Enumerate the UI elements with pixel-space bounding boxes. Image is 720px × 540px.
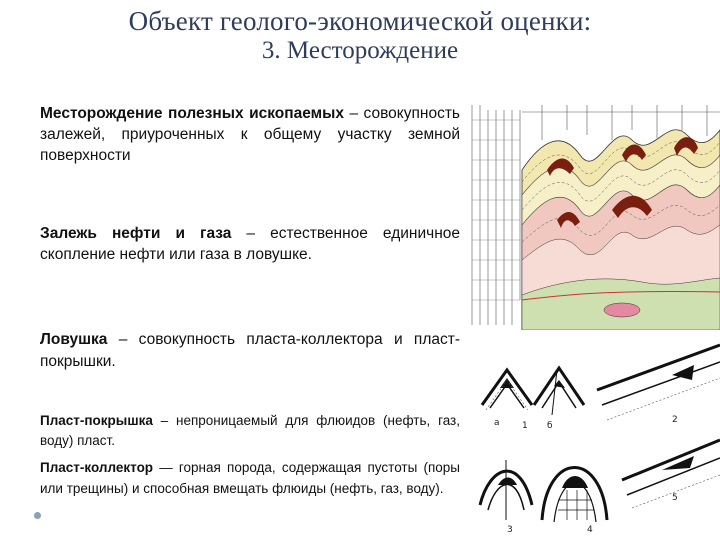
label-trap-4: 4 <box>587 525 593 535</box>
label-trap-1: 1 <box>522 421 528 431</box>
title-line-1: Объект геолого-экономической оценки: <box>128 6 592 36</box>
term-deposit: Месторождение полезных ископаемых <box>40 105 344 122</box>
definition-deposit-text: – совокупность залежей, приуроченных к общему участку земной поверхности <box>40 105 460 164</box>
definition-cap-rock <box>40 411 460 451</box>
label-trap-a: a <box>494 418 500 428</box>
slide-title <box>0 6 720 66</box>
term-reservoir: Залежь нефти и газа <box>40 225 232 242</box>
trap-types-figure <box>462 330 720 540</box>
definition-trap-text: – совокупность пласта-коллектора и пласт-покрышки. <box>40 331 460 370</box>
definition-collector <box>40 457 460 499</box>
geological-cross-section-figure <box>462 100 720 330</box>
label-trap-3: 3 <box>507 525 513 535</box>
label-trap-2: 2 <box>672 415 678 425</box>
term-trap: Ловушка <box>40 331 108 348</box>
definition-reservoir <box>40 223 460 265</box>
folded-strata <box>522 130 720 330</box>
label-trap-b: б <box>547 421 553 431</box>
definition-trap <box>40 329 460 373</box>
term-cap-rock: Пласт-покрышка <box>40 413 153 428</box>
definition-reservoir-text: – естественное единичное скопление нефти или газа в ловушке. <box>40 225 460 263</box>
title-line-2: 3. Месторождение <box>261 37 459 64</box>
bullet-dot <box>34 512 41 519</box>
definition-deposit <box>40 103 460 166</box>
definition-cap-rock-text: – непроницаемый для флюидов (нефть, газ, воду) пласт. <box>40 413 460 448</box>
label-trap-5: 5 <box>672 493 678 503</box>
definition-collector-text: — горная порода, содержащая пустоты (поры или трещины) и способная вмещать флюиды (нефть, газ, воду). <box>40 460 460 496</box>
term-collector: Пласт-коллектор <box>40 460 154 475</box>
